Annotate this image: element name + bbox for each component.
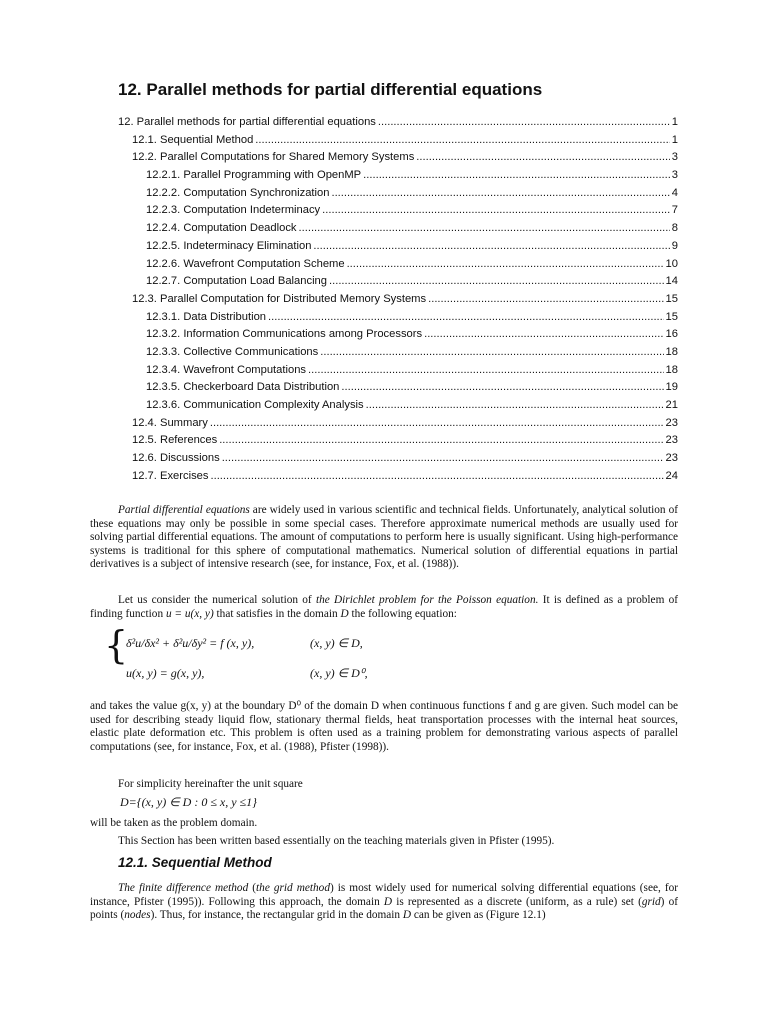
chapter-title: 12. Parallel methods for partial differential equations — [118, 80, 543, 99]
toc-entry[interactable] — [118, 293, 678, 311]
toc-entry-title: 12.3.3. Collective Communications — [146, 345, 319, 358]
function-term: u = u(x, y) — [165, 607, 214, 620]
source-note-text: This Section has been written based essentially on the teaching materials given in Pfister (1995). — [118, 835, 555, 847]
toc-entry-title: 12.6. Discussions — [132, 452, 220, 465]
equation-line-2: u(x, y) = g(x, y), — [126, 666, 205, 680]
unit-square-text: For simplicity hereinafter the unit square — [118, 778, 303, 790]
toc-entry-page: 15 — [665, 292, 678, 305]
toc-entry-title: 12.4. Summary — [132, 416, 208, 429]
toc-entry[interactable] — [118, 240, 678, 258]
toc-entry[interactable] — [118, 399, 678, 417]
text-span: the following equation: — [348, 607, 457, 620]
toc-entry-title: 12.5. References — [132, 434, 218, 447]
dirichlet-term: the Dirichlet problem for the Poisson equation. — [315, 594, 539, 606]
term-grid: grid — [641, 895, 661, 908]
toc-leader-dots — [428, 293, 663, 305]
toc-entry-title: 12.3.6. Communication Complexity Analysis — [146, 399, 364, 411]
toc-entry[interactable] — [118, 470, 678, 488]
toc-entry-page: 18 — [665, 345, 678, 358]
boundary-text: and takes the value g(x, y) at the boundary D⁰ of the domain D when continuous functions f and g are given. Such model can be used for describing steady liquid flow, stationary thermal fields, heat transportation processes with the internal heat sources, elastic plate deformation etc. This problem is often used as a training problem for demonstrating various aspects of parallel computations (see, for instance, Fox, et al. (1988), Pfister (1998)). — [90, 700, 678, 753]
toc-leader-dots — [416, 151, 669, 163]
intro-lead: Partial differential equations — [118, 504, 250, 516]
toc-entry-page: 16 — [665, 328, 678, 341]
domain-term: D — [383, 895, 393, 908]
toc-entry-page: 23 — [665, 434, 678, 447]
toc-entry[interactable] — [118, 364, 678, 382]
toc-entry-page: 19 — [665, 381, 678, 394]
problem-domain-line — [90, 817, 678, 831]
table-of-contents — [118, 116, 678, 487]
toc-leader-dots — [255, 134, 669, 146]
toc-entry-page: 14 — [665, 275, 678, 288]
toc-entry-title: 12.2.6. Wavefront Computation Scheme — [146, 257, 345, 270]
toc-entry-page: 8 — [671, 222, 678, 235]
toc-leader-dots — [322, 204, 670, 216]
toc-entry-page: 23 — [665, 416, 678, 429]
toc-entry-title: 12.1. Sequential Method — [132, 133, 254, 146]
toc-entry[interactable] — [118, 434, 678, 452]
toc-entry[interactable] — [118, 134, 678, 152]
toc-entry-page: 9 — [671, 239, 678, 252]
boundary-paragraph — [90, 700, 678, 754]
toc-entry-page: 4 — [671, 186, 678, 199]
toc-entry[interactable] — [118, 381, 678, 399]
unit-square-intro — [90, 778, 678, 792]
problem-paragraph — [90, 594, 678, 621]
toc-entry-page: 3 — [671, 151, 678, 164]
toc-leader-dots — [341, 381, 663, 393]
toc-entry[interactable] — [118, 346, 678, 364]
section-heading: 12.1. Sequential Method — [118, 855, 272, 870]
toc-leader-dots — [424, 328, 663, 340]
toc-entry-page: 7 — [671, 204, 678, 217]
text-span: ) is most widely used for numerical solving differential equations (see, for instance, Pfister (1995)). Following this approach, the domain — [90, 882, 678, 908]
toc-entry-title: 12.2.3. Computation Indeterminacy — [146, 204, 321, 217]
toc-leader-dots — [331, 187, 669, 199]
toc-leader-dots — [378, 116, 670, 128]
toc-entry-title: 12.2.2. Computation Synchronization — [146, 186, 330, 199]
text-span: ). Thus, for instance, the rectangular grid in the domain — [150, 909, 403, 922]
toc-entry-title: 12.3.1. Data Distribution — [146, 310, 267, 323]
text-span: ) of points ( — [90, 895, 678, 922]
toc-entry-title: 12.3.5. Checkerboard Data Distribution — [146, 381, 340, 394]
unit-square-formula: D={(x, y) ∈ D : 0 ≤ x, y ≤1} — [120, 795, 257, 809]
toc-leader-dots — [219, 434, 663, 446]
toc-entry-title: 12. Parallel methods for partial differential equations — [118, 116, 376, 128]
toc-entry-title: 12.2.5. Indeterminacy Elimination — [146, 239, 312, 252]
toc-leader-dots — [366, 399, 664, 411]
toc-entry-page: 15 — [665, 310, 678, 323]
toc-entry[interactable] — [118, 187, 678, 205]
toc-leader-dots — [320, 346, 663, 358]
toc-entry[interactable] — [118, 116, 678, 134]
text-span: ( — [248, 882, 257, 894]
toc-entry[interactable] — [118, 204, 678, 222]
toc-leader-dots — [268, 311, 664, 323]
text-span: It is defined as a problem of finding function — [90, 594, 679, 620]
domain-term: D — [402, 909, 412, 922]
toc-entry-title: 12.3. Parallel Computation for Distributed Memory Systems — [132, 292, 427, 305]
toc-entry[interactable] — [118, 311, 678, 329]
toc-entry-page: 1 — [671, 116, 678, 128]
toc-entry[interactable] — [118, 169, 678, 187]
toc-entry-title: 12.2.1. Parallel Programming with OpenMP — [146, 169, 362, 182]
term-nodes: nodes — [124, 909, 151, 922]
toc-entry[interactable] — [118, 275, 678, 293]
toc-entry-page: 21 — [665, 399, 678, 411]
toc-leader-dots — [329, 275, 664, 287]
toc-entry[interactable] — [118, 222, 678, 240]
grid-method-paragraph — [90, 882, 678, 923]
source-note — [90, 835, 678, 849]
toc-entry[interactable] — [118, 258, 678, 276]
equation-line-1: δ²u/δx² + δ²u/δy² = f (x, y), — [126, 636, 255, 650]
toc-entry-page: 3 — [671, 169, 678, 182]
toc-entry-page: 24 — [665, 469, 678, 482]
equation-line-1-condition: (x, y) ∈ D, — [310, 636, 363, 650]
toc-entry-title: 12.3.4. Wavefront Computations — [146, 363, 307, 376]
intro-paragraph — [90, 504, 678, 572]
toc-leader-dots — [210, 417, 664, 429]
toc-entry-title: 12.7. Exercises — [132, 469, 209, 482]
text-span: that satisfies in the domain — [213, 607, 341, 620]
toc-leader-dots — [347, 258, 664, 270]
toc-entry[interactable] — [118, 452, 678, 470]
text-span: is represented as a discrete (uniform, as a rule) set ( — [392, 895, 642, 908]
toc-entry-page: 1 — [671, 133, 678, 146]
toc-entry-page: 10 — [665, 257, 678, 270]
toc-leader-dots — [222, 452, 664, 464]
toc-entry[interactable] — [118, 151, 678, 169]
brace-glyph: { — [104, 623, 129, 667]
domain-term: D — [340, 607, 349, 620]
toc-leader-dots — [363, 169, 670, 181]
toc-entry-page: 18 — [665, 363, 678, 376]
toc-entry[interactable] — [118, 417, 678, 435]
toc-leader-dots — [313, 240, 669, 252]
problem-domain-text: will be taken as the problem domain. — [90, 817, 258, 829]
toc-entry-title: 12.3.2. Information Communications among Processors — [146, 328, 423, 341]
toc-entry-title: 12.2.7. Computation Load Balancing — [146, 275, 327, 288]
intro-rest: are widely used in various scientific and technical fields. Unfortunately, analytical solution of these equations may only be possible in some special cases. Therefore approximate numerical methods are usually used for solving partial differential equations. The amount of computations to perform here is usually significant. Using high-performance systems is traditional for this sphere of computational mathematics. Numerical solution of differential equations in partial derivatives is a subject of intensive research (see, for instance, Fox, et al. (1988)). — [90, 504, 678, 571]
term-grid-method: the grid method — [256, 882, 330, 894]
term-finite-difference: The finite difference method — [118, 882, 249, 894]
toc-leader-dots — [210, 470, 663, 482]
text-span: Let us consider the numerical solution of — [118, 594, 316, 606]
toc-entry[interactable] — [118, 328, 678, 346]
text-span: can be given as (Figure 12.1) — [411, 909, 546, 922]
equation-line-2-condition: (x, y) ∈ D⁰, — [310, 666, 368, 680]
toc-leader-dots — [308, 364, 664, 376]
toc-entry-page: 23 — [665, 452, 678, 465]
toc-entry-title: 12.2. Parallel Computations for Shared Memory Systems — [132, 151, 415, 164]
toc-leader-dots — [299, 222, 670, 234]
toc-entry-title: 12.2.4. Computation Deadlock — [146, 222, 297, 235]
